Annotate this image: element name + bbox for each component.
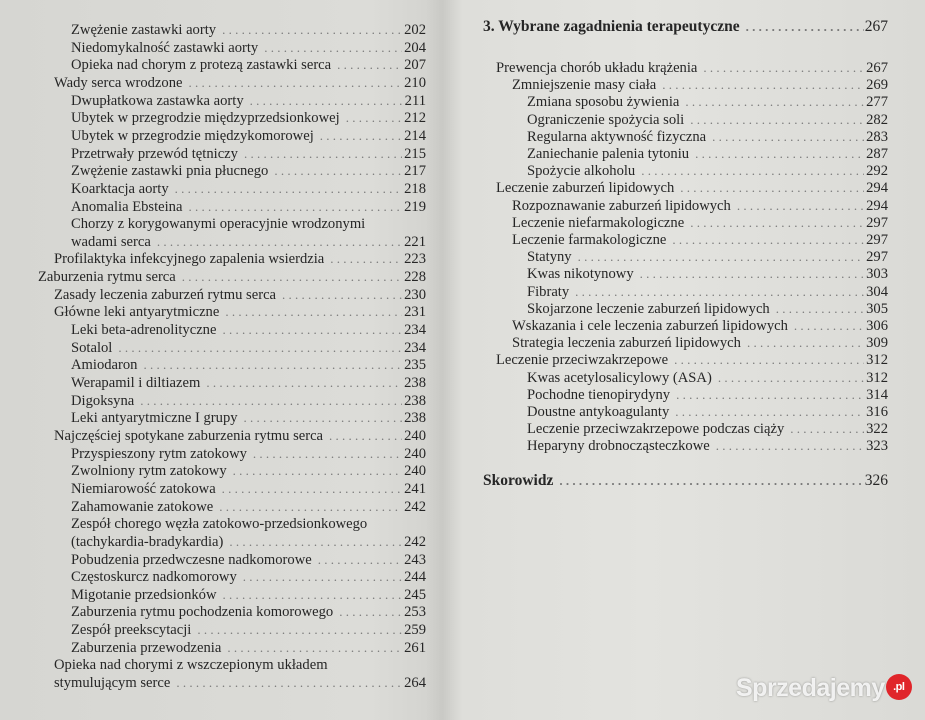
toc-entry-title: Opieka nad chorym z protezą zastawki serca (71, 57, 332, 74)
toc-page-number: 304 (866, 283, 888, 300)
watermark-suffix: .pl (886, 674, 912, 700)
chapter-title: 3. Wybrane zagadnienia terapeutyczne (483, 18, 740, 35)
leader-dots (183, 74, 403, 92)
toc-entry-title: Leczenie przeciwzakrzepowe (496, 352, 669, 369)
toc-entry (483, 283, 888, 301)
leader-dots (731, 197, 864, 215)
toc-page-number: 297 (866, 232, 888, 248)
leader-dots (169, 180, 402, 198)
chapter-heading (483, 18, 888, 36)
toc-entry (483, 403, 888, 421)
leader-dots (323, 427, 402, 445)
toc-entry-title: Zasady leczenia zaburzeń rytmu serca (54, 286, 277, 303)
toc-page-number: 261 (404, 639, 426, 656)
toc-page-number: 294 (866, 197, 888, 214)
index-page: 326 (864, 472, 888, 489)
toc-entry (38, 268, 426, 286)
toc-page-number: 297 (866, 249, 888, 266)
toc-page-number: 231 (404, 304, 426, 321)
toc-page-number: 204 (404, 39, 426, 56)
toc-page-number: 306 (866, 318, 888, 334)
toc-entry (38, 180, 426, 198)
watermark-text: Sprzedajemy (736, 674, 885, 702)
toc-entry (38, 250, 426, 268)
toc-entry-title: Wskazania i cele leczenia zaburzeń lipidowych (512, 318, 788, 334)
leader-dots (684, 214, 864, 232)
toc-page-number: 267 (866, 60, 888, 76)
toc-entry (38, 656, 426, 674)
index-heading (483, 472, 888, 490)
toc-page-number: 217 (404, 163, 426, 180)
toc-entry (483, 214, 888, 232)
toc-page-number: 240 (404, 463, 426, 480)
toc-entry-title: stymulującym serce (54, 675, 171, 692)
toc-page-number: 243 (404, 551, 426, 568)
toc-entry (38, 127, 426, 145)
toc-entry-title: Digoksyna (71, 392, 135, 409)
leader-dots (668, 351, 864, 369)
toc-page-number: 211 (404, 92, 426, 109)
toc-page-number: 287 (866, 146, 888, 162)
leader-dots (669, 403, 864, 421)
toc-entry (38, 551, 426, 569)
toc-entry-title: Strategia leczenia zaburzeń lipidowych (512, 335, 741, 352)
toc-entry-title: Niedomykalność zastawki aorty (71, 39, 259, 56)
toc-entry-title: (tachykardia-bradykardia) (71, 533, 224, 550)
leader-dots (221, 639, 402, 657)
toc-page-number: 253 (404, 604, 426, 621)
leader-dots (227, 462, 402, 480)
toc-entry-title: Opieka nad chorymi z wszczepionym układem (54, 657, 328, 674)
leader-dots (182, 198, 402, 216)
toc-page-number: 228 (404, 269, 426, 286)
toc-entry-title: Najczęściej spotykane zaburzenia rytmu serca (54, 427, 324, 444)
toc-entry (38, 462, 426, 480)
leader-dots (697, 59, 864, 77)
toc-entry-title: Pobudzenia przedwczesne nadkomorowe (71, 551, 312, 568)
toc-entry (38, 109, 426, 127)
toc-entry (38, 145, 426, 163)
toc-entry-title: Leczenie przeciwzakrzepowe podczas ciąży (527, 421, 785, 438)
toc-entry-title: Zaburzenia rytmu serca (38, 269, 176, 286)
toc-entry-title: Zaburzenia rytmu pochodzenia komorowego (71, 604, 334, 621)
leader-dots (170, 674, 402, 692)
toc-page-number: 240 (404, 445, 426, 462)
toc-page-number: 202 (404, 22, 426, 38)
leader-dots (238, 409, 402, 427)
leader-dots (689, 145, 864, 163)
toc-page-number: 305 (866, 300, 888, 317)
toc-page-number: 244 (404, 569, 426, 586)
toc-entry-title: Zwężenie zastawki pnia płucnego (71, 163, 269, 180)
leader-dots (740, 18, 864, 36)
toc-page-number: 230 (404, 286, 426, 303)
leader-dots (312, 551, 402, 569)
toc-entry (483, 145, 888, 163)
toc-page-number: 312 (866, 369, 888, 386)
leader-dots (333, 603, 402, 621)
toc-entry-title: Dwupłatkowa zastawka aorty (71, 92, 244, 109)
toc-page-number: 242 (404, 498, 426, 515)
toc-entry-title: Anomalia Ebsteina (71, 198, 183, 215)
toc-entry (38, 674, 426, 692)
leader-dots (247, 445, 402, 463)
toc-entry-title: Ubytek w przegrodzie międzykomorowej (71, 127, 314, 144)
toc-entry (38, 621, 426, 639)
toc-entry-title: Amiodaron (71, 357, 138, 374)
toc-entry (483, 265, 888, 283)
leader-dots (331, 56, 402, 74)
toc-page-number: 292 (866, 163, 888, 180)
leader-dots (244, 92, 402, 110)
leader-dots (219, 303, 402, 321)
toc-page-number: 238 (404, 410, 426, 427)
toc-entry (38, 215, 426, 233)
toc-entry-title: Werapamil i diltiazem (71, 375, 201, 391)
toc-entry-title: Sotalol (71, 339, 113, 356)
toc-entry-title: Ograniczenie spożycia soli (527, 111, 685, 128)
toc-page-number: 223 (404, 251, 426, 268)
toc-entry (38, 39, 426, 57)
leader-dots (258, 39, 402, 57)
toc-entry (38, 445, 426, 463)
toc-entry (38, 586, 426, 604)
toc-entry (483, 111, 888, 129)
toc-entry (483, 386, 888, 404)
toc-entry (38, 233, 426, 251)
toc-entry (483, 317, 888, 335)
toc-entry-title: Skojarzone leczenie zaburzeń lipidowych (527, 300, 770, 317)
leader-dots (324, 250, 402, 268)
toc-entry-title: Prewencja chorób układu krążenia (496, 60, 698, 76)
watermark-logo (736, 674, 912, 703)
toc-page-number: 323 (866, 438, 888, 455)
toc-entry-title: Statyny (527, 249, 572, 266)
leader-dots (134, 392, 402, 410)
toc-entry (38, 198, 426, 216)
leader-dots (670, 386, 864, 404)
toc-entry (38, 603, 426, 621)
toc-entry (38, 533, 426, 551)
leader-dots (213, 498, 402, 516)
toc-entry-title: Zaniechanie palenia tytoniu (527, 146, 690, 162)
toc-entry-title: Spożycie alkoholu (527, 163, 636, 180)
toc-page-number: 240 (404, 427, 426, 444)
toc-page-number: 218 (404, 180, 426, 197)
toc-page-number: 322 (866, 421, 888, 438)
toc-entry (483, 248, 888, 266)
leader-dots (569, 283, 864, 301)
toc-page-number: 234 (404, 322, 426, 339)
leader-dots (788, 317, 864, 335)
toc-entry (483, 437, 888, 455)
toc-entry (38, 356, 426, 374)
toc-page-number: 297 (866, 214, 888, 231)
leader-dots (314, 127, 402, 145)
toc-entry-title: Leki beta-adrenolityczne (71, 322, 217, 339)
toc-entry-title: Koarktacja aorty (71, 180, 169, 197)
toc-entry (483, 128, 888, 146)
toc-entry-title: Pochodne tienopirydyny (527, 386, 671, 403)
toc-entry-title: Zespół chorego węzła zatokowo-przedsionkowego (71, 516, 368, 533)
toc-page-number: 303 (866, 266, 888, 283)
toc-entry (483, 420, 888, 438)
leader-dots (216, 321, 402, 339)
leader-dots (656, 76, 864, 94)
toc-entry (38, 303, 426, 321)
toc-entry-title: Kwas nikotynowy (527, 266, 634, 283)
leader-dots (684, 111, 864, 129)
toc-page-number: 207 (404, 57, 426, 74)
leader-dots (784, 420, 864, 438)
toc-entry-title: Niemiarowość zatokowa (71, 480, 216, 497)
toc-page-number: 212 (404, 110, 426, 127)
toc-page-number: 309 (866, 335, 888, 352)
toc-entry (38, 568, 426, 586)
leader-dots (712, 369, 864, 387)
leader-dots (137, 356, 402, 374)
toc-page-number: 238 (404, 375, 426, 391)
toc-entry-title: Leki antyarytmiczne I grupy (71, 410, 238, 427)
toc-entry (483, 76, 888, 94)
toc-entry-title: Rozpoznawanie zaburzeń lipidowych (512, 197, 731, 214)
toc-entry (38, 409, 426, 427)
toc-entry-title: Leczenie farmakologiczne (512, 232, 667, 248)
toc-entry-title: Regularna aktywność fizyczna (527, 128, 707, 145)
toc-page-number: 283 (866, 128, 888, 145)
toc-entry-title: Zmiana sposobu żywienia (527, 94, 680, 111)
toc-entry (38, 639, 426, 657)
toc-page-number: 245 (404, 586, 426, 603)
chapter-page: 267 (864, 18, 888, 35)
toc-entry (38, 321, 426, 339)
toc-entry (483, 93, 888, 111)
leader-dots (770, 300, 864, 318)
toc-entry (38, 21, 426, 39)
toc-entry-title: Leczenie zaburzeń lipidowych (496, 180, 675, 197)
leader-dots (634, 265, 864, 283)
toc-entry-title: Zahamowanie zatokowe (71, 498, 214, 515)
toc-entry (483, 231, 888, 249)
toc-entry-title: Leczenie niefarmakologiczne (512, 214, 685, 231)
leader-dots (340, 109, 402, 127)
toc-entry (38, 92, 426, 110)
toc-page-number: 269 (866, 77, 888, 94)
toc-entry-title: Profilaktyka infekcyjnego zapalenia wsierdzia (54, 251, 325, 268)
toc-entry (38, 374, 426, 392)
leader-dots (216, 21, 402, 39)
leader-dots (237, 568, 402, 586)
toc-entry-title: Zmniejszenie masy ciała (512, 77, 657, 94)
index-title: Skorowidz (483, 472, 554, 489)
toc-page-number: 316 (866, 404, 888, 420)
toc-page-number: 282 (866, 111, 888, 128)
toc-entry-title: Zwolniony rytm zatokowy (71, 463, 227, 480)
toc-entry-title: Zwężenie zastawki aorty (71, 22, 217, 38)
leader-dots (217, 586, 402, 604)
leader-dots (112, 339, 402, 357)
toc-entry (483, 369, 888, 387)
toc-entry (38, 162, 426, 180)
toc-entry-title: Migotanie przedsionków (71, 586, 217, 603)
toc-entry-title: wadami serca (71, 233, 151, 250)
toc-page-number: 294 (866, 180, 888, 197)
leader-dots (200, 374, 402, 392)
leader-dots (238, 145, 402, 163)
toc-page-number: 314 (866, 386, 888, 403)
leader-dots (223, 533, 402, 551)
toc-page-number: 215 (404, 145, 426, 162)
toc-page-number: 210 (404, 74, 426, 91)
toc-entry (38, 427, 426, 445)
toc-entry (483, 162, 888, 180)
leader-dots (679, 93, 864, 111)
toc-entry (38, 74, 426, 92)
toc-page-number: 259 (404, 622, 426, 639)
leader-dots (674, 179, 864, 197)
toc-entry-title: Częstoskurcz nadkomorowy (71, 569, 237, 586)
toc-page-number: 221 (404, 233, 426, 250)
leader-dots (151, 233, 402, 251)
leader-dots (710, 437, 864, 455)
toc-entry-title: Doustne antykoagulanty (527, 404, 670, 420)
toc-entry (483, 197, 888, 215)
toc-entry-title: Heparyny drobnocząsteczkowe (527, 438, 710, 455)
toc-entry (38, 498, 426, 516)
toc-entry (483, 300, 888, 318)
toc-entry (483, 351, 888, 369)
toc-entry-title: Kwas acetylosalicylowy (ASA) (527, 369, 712, 386)
toc-entry-title: Zaburzenia przewodzenia (71, 639, 222, 656)
toc-page-number: 277 (866, 94, 888, 111)
toc-entry-title: Ubytek w przegrodzie międzyprzedsionkowej (71, 110, 340, 127)
leader-dots (741, 334, 864, 352)
leader-dots (572, 248, 864, 266)
leader-dots (216, 480, 402, 498)
toc-entry-title: Przetrwały przewód tętniczy (71, 145, 238, 162)
toc-entry (483, 334, 888, 352)
toc-page-number: 312 (866, 352, 888, 369)
toc-page-number: 238 (404, 392, 426, 409)
toc-entry-title: Zespół preekscytacji (71, 622, 192, 639)
toc-page-number: 241 (404, 480, 426, 497)
toc-page-number: 242 (404, 533, 426, 550)
toc-entry (38, 480, 426, 498)
toc-entry (38, 286, 426, 304)
leader-dots (191, 621, 402, 639)
toc-entry (483, 179, 888, 197)
toc-page-number: 219 (404, 198, 426, 215)
toc-page-number: 214 (404, 127, 426, 144)
toc-page-number: 235 (404, 357, 426, 374)
toc-entry (38, 515, 426, 533)
toc-entry-title: Fibraty (527, 283, 570, 300)
toc-entry-title: Przyspieszony rytm zatokowy (71, 445, 247, 462)
leader-dots (268, 162, 402, 180)
toc-entry (483, 59, 888, 77)
leader-dots (706, 128, 864, 146)
toc-entry-title: Chorzy z korygowanymi operacyjnie wrodzonymi (71, 216, 366, 233)
leader-dots (553, 472, 864, 490)
leader-dots (176, 268, 402, 286)
leader-dots (276, 286, 402, 304)
toc-entry (38, 392, 426, 410)
toc-page-number: 264 (404, 675, 426, 692)
toc-entry (38, 339, 426, 357)
leader-dots (666, 231, 864, 249)
toc-entry-title: Wady serca wrodzone (54, 74, 183, 91)
toc-entry (38, 56, 426, 74)
toc-entry-title: Główne leki antyarytmiczne (54, 304, 220, 321)
toc-page-number: 234 (404, 339, 426, 356)
leader-dots (635, 162, 864, 180)
